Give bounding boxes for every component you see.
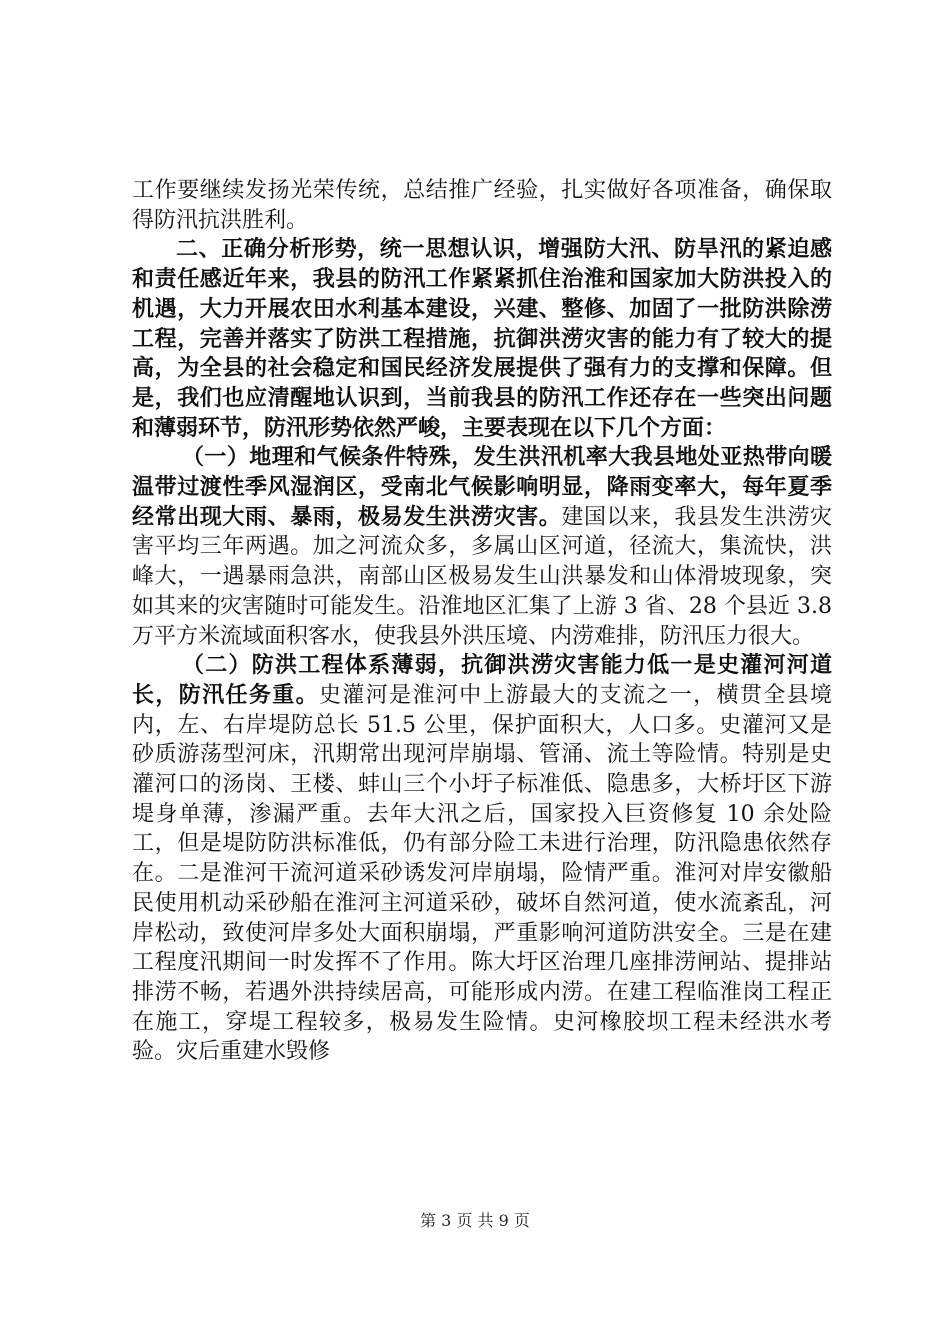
paragraph-2-text: 二、正确分析形势，统一思想认识，增强防大汛、防旱汛的紧迫感和责任感近年来，我县的防汛工作紧紧抓住治淮和国家加大防洪投入的机遇，大力开展农田水利基本建设，兴建、整修、加固了一批防洪除涝工程，完善并落实了防洪工程措施，抗御洪涝灾害的能力有了较大的提高，为全县的社会稳定和国民经济发展提供了强有力的支撑和保障。但是，我们也应清醒地认识到，当前我县的防汛工作还存在一些突出问题和薄弱环节，防汛形势依然严峻，主要表现在以下几个方面： bbox=[132, 236, 832, 441]
paragraph-3-body: 建国以来，我县发生洪涝灾害平均三年两遇。加之河流众多，多属山区河道，径流大，集流快，洪峰大，一遇暴雨急洪，南部山区极易发生山洪暴发和山体滑坡现象，突如其来的灾害随时可能发生。沿淮地区汇集了上游 3 省、28 个县近 3.8 万平方米流域面积客水，使我县外洪压境、内涝难排，防汛压力很大。 bbox=[132, 504, 832, 649]
paragraph-3 bbox=[132, 443, 832, 651]
page-number-footer: 第 3 页 共 9 页 bbox=[420, 1211, 530, 1230]
paragraph-1 bbox=[132, 176, 832, 235]
paragraph-2-heading bbox=[132, 235, 832, 443]
paragraph-4 bbox=[132, 651, 832, 1067]
document-body bbox=[132, 176, 832, 1067]
paragraph-4-body: 史灌河是淮河中上游最大的支流之一，横贯全县境内，左、右岸堤防总长 51.5 公里，保护面积大，人口多。史灌河又是砂质游荡型河床，汛期常出现河岸崩塌、管涌、流土等险情。特别是史灌河口的汤岗、王楼、蚌山三个小圩子标准低、隐患多，大桥圩区下游堤身单薄，渗漏严重。去年大汛之后，国家投入巨资修复 10 余处险工，但是堤防防洪标准低，仍有部分险工未进行治理，防汛隐患依然存在。二是淮河干流河道采砂诱发河岸崩塌，险情严重。淮河对岸安徽船民使用机动采砂船在淮河主河道采砂，破坏自然河道，使水流紊乱，河岸松动，致使河岸多处大面积崩塌，严重影响河道防洪安全。三是在建工程度汛期间一时发挥不了作用。陈大圩区治理几座排涝闸站、提排站排涝不畅，若遇外洪持续居高，可能形成内涝。在建工程临淮岗工程正在施工，穿堤工程较多，极易发生险情。史河橡胶坝工程未经洪水考验。灾后重建水毁修 bbox=[132, 682, 832, 1065]
paragraph-1-text: 工作要继续发扬光荣传统，总结推广经验，扎实做好各项准备，确保取得防汛抗洪胜利。 bbox=[132, 178, 832, 233]
paragraph-3-heading: （一）地理和气候条件特殊，发生洪汛机率大我县地处亚热带向暖温带过渡性季风湿润区，受南北气候影响明显，降雨变率大，每年夏季经常出现大雨、暴雨，极易发生洪涝灾害。 bbox=[132, 444, 832, 530]
paragraph-4-heading: （二）防洪工程体系薄弱，抗御洪涝灾害能力低一是史灌河河道长，防汛任务重。 bbox=[132, 652, 832, 708]
